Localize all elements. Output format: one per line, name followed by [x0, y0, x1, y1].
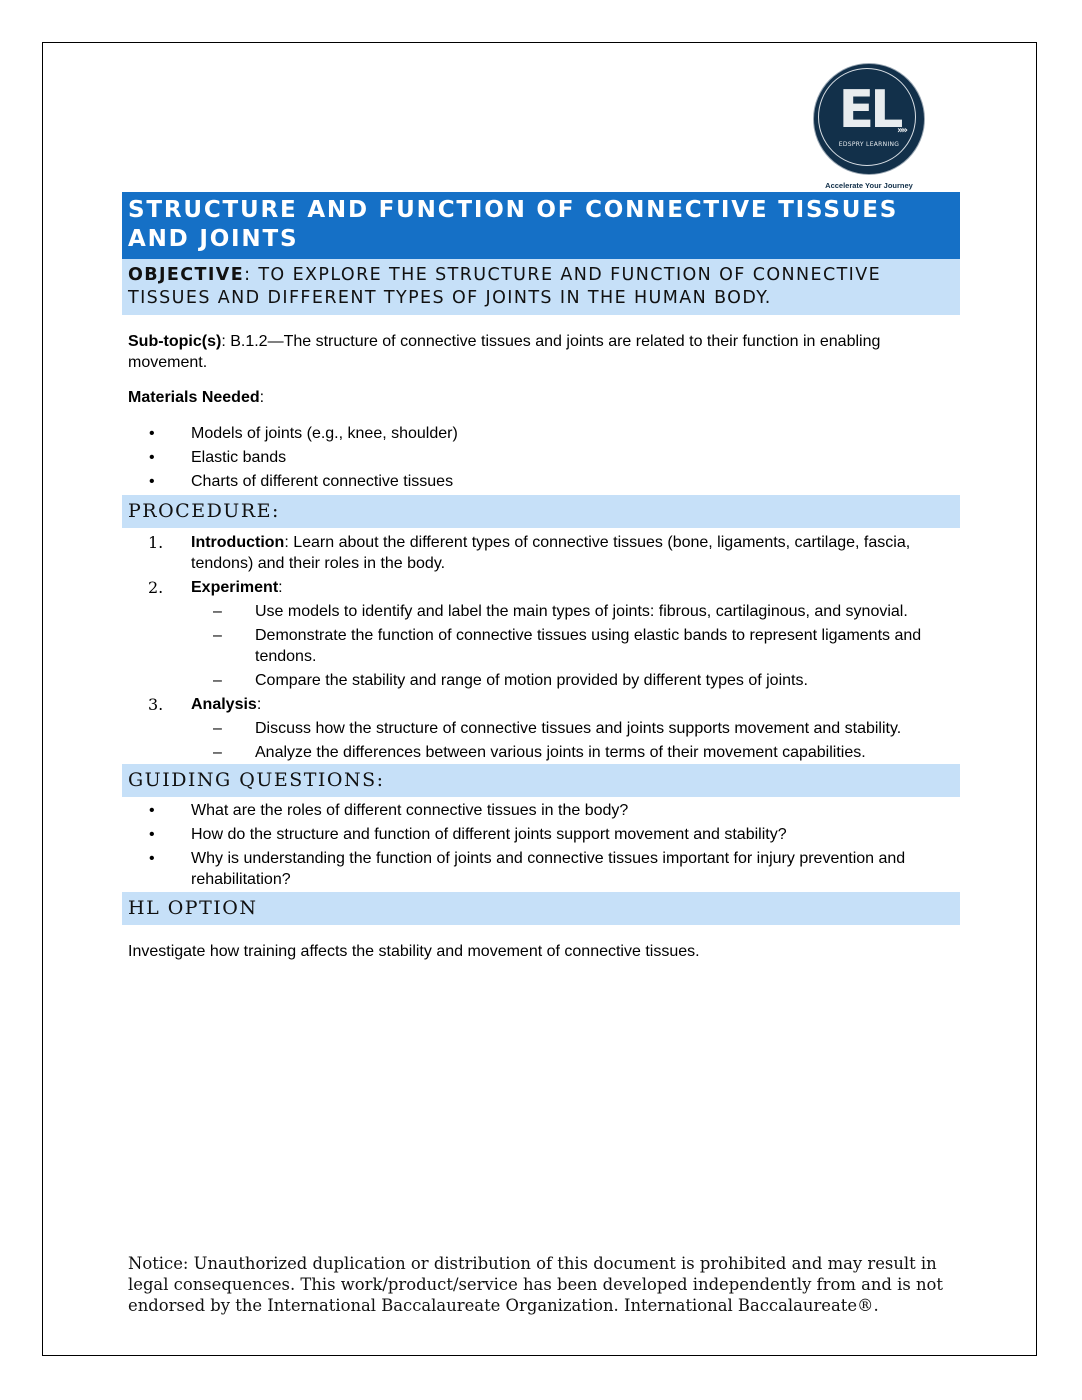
dash-icon: –	[213, 603, 222, 620]
procedure-step	[122, 532, 960, 574]
materials-label: Materials Needed	[128, 389, 260, 406]
list-item	[122, 447, 960, 468]
logo-name: EDSPRY LEARNING	[838, 141, 900, 148]
question-text: What are the roles of different connective tissues in the body?	[191, 802, 629, 819]
material-item: Charts of different connective tissues	[191, 473, 454, 490]
guiding-questions-list	[122, 800, 960, 890]
step-subitems	[191, 718, 954, 763]
step-text: : Learn about the different types of connective tissues (bone, ligaments, cartilage, fascia, tendons) and their roles in the body.	[191, 534, 911, 572]
bullet-icon: •	[149, 826, 155, 843]
question-text: How do the structure and function of different joints support movement and stability?	[191, 826, 787, 843]
objective-label: OBJECTIVE	[128, 265, 245, 285]
dash-icon: –	[213, 720, 222, 737]
materials-heading	[122, 387, 960, 408]
subtopic-label: Sub-topic(s)	[128, 333, 222, 350]
guiding-questions-heading: GUIDING QUESTIONS:	[122, 764, 960, 797]
subitem-text: Analyze the differences between various joints in terms of their movement capabilities.	[255, 744, 866, 761]
list-item	[191, 718, 954, 739]
subtopic	[122, 331, 960, 373]
step-number: 1.	[148, 533, 164, 552]
step-label: Introduction	[191, 534, 285, 551]
procedure-list	[122, 532, 960, 763]
question-text: Why is understanding the function of joints and connective tissues important for injury prevention and rehabilitation?	[191, 850, 906, 888]
dash-icon: –	[213, 672, 222, 689]
document-content	[122, 192, 960, 962]
materials-suffix: :	[259, 389, 265, 406]
legal-notice: Notice: Unauthorized duplication or distribution of this document is prohibited and may result in legal consequences. This work/product/service has been developed independently from and is not endorsed by the International Baccalaureate Organization. International Baccalaureate®.	[128, 1254, 943, 1315]
procedure-step	[122, 694, 960, 763]
list-item	[122, 471, 960, 492]
dash-icon: –	[213, 627, 222, 644]
procedure-heading: PROCEDURE:	[122, 495, 960, 528]
objective-text: : TO EXPLORE THE STRUCTURE AND FUNCTION OF CONNECTIVE TISSUES AND DIFFERENT TYPES OF JOINTS IN THE HUMAN BODY.	[128, 265, 882, 308]
procedure-step	[122, 577, 960, 691]
hl-option-text: Investigate how training affects the stability and movement of connective tissues.	[128, 943, 700, 960]
list-item	[122, 423, 960, 444]
list-item	[191, 670, 954, 691]
page-title: STRUCTURE AND FUNCTION OF CONNECTIVE TISSUES AND JOINTS	[122, 192, 960, 259]
subtopic-text: : B.1.2—The structure of connective tissues and joints are related to their function in enabling movement.	[128, 333, 881, 371]
list-item	[191, 601, 954, 622]
list-item	[122, 800, 960, 821]
list-item	[122, 824, 960, 845]
logo-mark: EL	[838, 80, 900, 140]
material-item: Models of joints (e.g., knee, shoulder)	[191, 425, 458, 442]
list-item	[122, 848, 960, 890]
hl-option-heading: HL OPTION	[122, 892, 960, 925]
dash-icon: –	[213, 744, 222, 761]
bullet-icon: •	[149, 850, 155, 867]
subitem-text: Compare the stability and range of motion provided by different types of joints.	[255, 672, 808, 689]
step-label: Experiment	[191, 579, 279, 596]
edspry-logo	[812, 62, 926, 192]
bullet-icon: •	[149, 449, 155, 466]
logo-arrows-icon: »»	[897, 125, 906, 136]
bullet-icon: •	[149, 802, 155, 819]
step-label: Analysis	[191, 696, 257, 713]
bullet-icon: •	[149, 473, 155, 490]
material-item: Elastic bands	[191, 449, 287, 466]
subitem-text: Demonstrate the function of connective tissues using elastic bands to represent ligaments and tendons.	[255, 627, 922, 665]
step-text: :	[278, 579, 283, 596]
step-number: 2.	[148, 578, 164, 597]
logo-tagline: Accelerate Your Journey	[825, 181, 913, 190]
subitem-text: Discuss how the structure of connective tissues and joints supports movement and stability.	[255, 720, 902, 737]
list-item	[191, 742, 954, 763]
objective-bar	[122, 259, 960, 315]
step-text: :	[256, 696, 262, 713]
step-number: 3.	[148, 695, 164, 714]
bullet-icon: •	[149, 425, 155, 442]
list-item	[191, 625, 954, 667]
step-subitems	[191, 601, 954, 691]
subitem-text: Use models to identify and label the main types of joints: fibrous, cartilaginous, and synovial.	[255, 603, 908, 620]
materials-list	[122, 423, 960, 492]
